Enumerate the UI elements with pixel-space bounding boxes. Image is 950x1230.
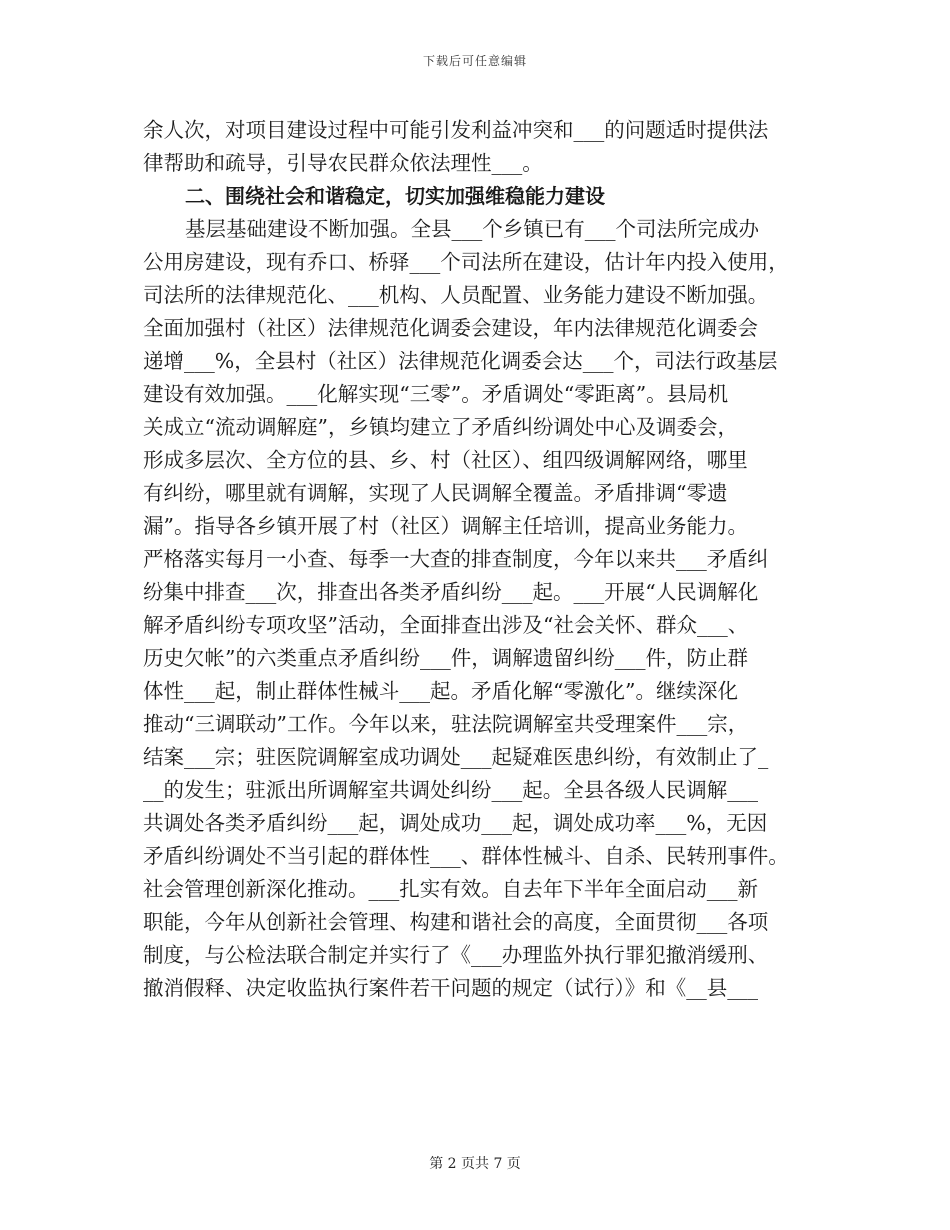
page-header: 下载后可任意编辑 xyxy=(422,54,527,68)
text-line: 关成立“流动调解庭”，乡镇均建立了矛盾纠纷调处中心及调委会， xyxy=(143,415,738,439)
text-line: 职能，今年从创新社会管理、构建和谐社会的高度，全面贯彻___各项 xyxy=(143,910,769,934)
text-line: 推动“三调联动”工作。今年以来，驻法院调解室共受理案件___宗， xyxy=(143,712,749,736)
text-line: 制度，与公检法联合制定并实行了《___办理监外执行罪犯撤消缓刑、 xyxy=(143,943,769,967)
text-line: 结案___宗；驻医院调解室成功调处___起疑难医患纠纷，有效制止了_ xyxy=(143,745,769,769)
text-line: 历史欠帐”的六类重点矛盾纠纷___件，调解遗留纠纷___件，防止群 xyxy=(143,646,748,670)
text-line: 有纠纷，哪里就有调解，实现了人民调解全覆盖。矛盾排调“零遗 xyxy=(143,481,728,505)
text-line: __的发生；驻派出所调解室共调处纠纷___起。全县各级人民调解___ xyxy=(143,778,758,802)
text-line: 递增___%，全县村（社区）法律规范化调委会达___个，司法行政基层 xyxy=(143,349,778,373)
text-line: 社会管理创新深化推动。___扎实有效。自去年下半年全面启动___新 xyxy=(143,877,758,901)
text-line: 律帮助和疏导，引导农民群众依法理性___。 xyxy=(143,151,543,175)
text-line: 公用房建设，现有乔口、桥驿___个司法所在建设，估计年内投入使用， xyxy=(143,250,789,274)
text-line: 纷集中排查___次，排查出各类矛盾纠纷___起。___开展“人民调解化 xyxy=(143,580,759,604)
text-line: 司法所的法律规范化、___机构、人员配置、业务能力建设不断加强。 xyxy=(143,283,769,307)
text-line: 形成多层次、全方位的县、乡、村（社区）、组四级调解网络，哪里 xyxy=(143,448,748,472)
text-line: 余人次，对项目建设过程中可能引发利益冲突和___的问题适时提供法 xyxy=(143,118,769,142)
text-line: 共调处各类矛盾纠纷___起，调处成功___起，调处成功率___%，无因 xyxy=(143,811,768,835)
text-line: 严格落实每月一小查、每季一大查的排查制度，今年以来共___矛盾纠 xyxy=(143,547,769,571)
text-line: 矛盾纠纷调处不当引起的群体性___、群体性械斗、自杀、民转刑事件。 xyxy=(143,844,789,868)
text-line: 基层基础建设不断加强。全县___个乡镇已有___个司法所完成办 xyxy=(185,217,759,241)
text-line: 建设有效加强。___化解实现“三零”。矛盾调处“零距离”。县局机 xyxy=(143,382,729,406)
text-line: 解矛盾纠纷专项攻坚”活动，全面排查出涉及“社会关怀、群众___、 xyxy=(143,613,749,637)
text-line: 体性___起，制止群体性械斗___起。矛盾化解“零激化”。继续深化 xyxy=(143,679,738,703)
section-heading: 二、围绕社会和谐稳定，切实加强维稳能力建设 xyxy=(185,184,605,208)
text-line: 漏”。指导各乡镇开展了村（社区）调解主任培训，提高业务能力。 xyxy=(143,514,748,538)
page-number-footer: 第 2 页共 7 页 xyxy=(429,1156,521,1172)
text-line: 撤消假释、决定收监执行案件若干问题的规定（试行）》和《__县___ xyxy=(143,976,758,1000)
text-line: 全面加强村（社区）法律规范化调委会建设，年内法律规范化调委会 xyxy=(143,316,758,340)
document-body xyxy=(143,114,811,1005)
